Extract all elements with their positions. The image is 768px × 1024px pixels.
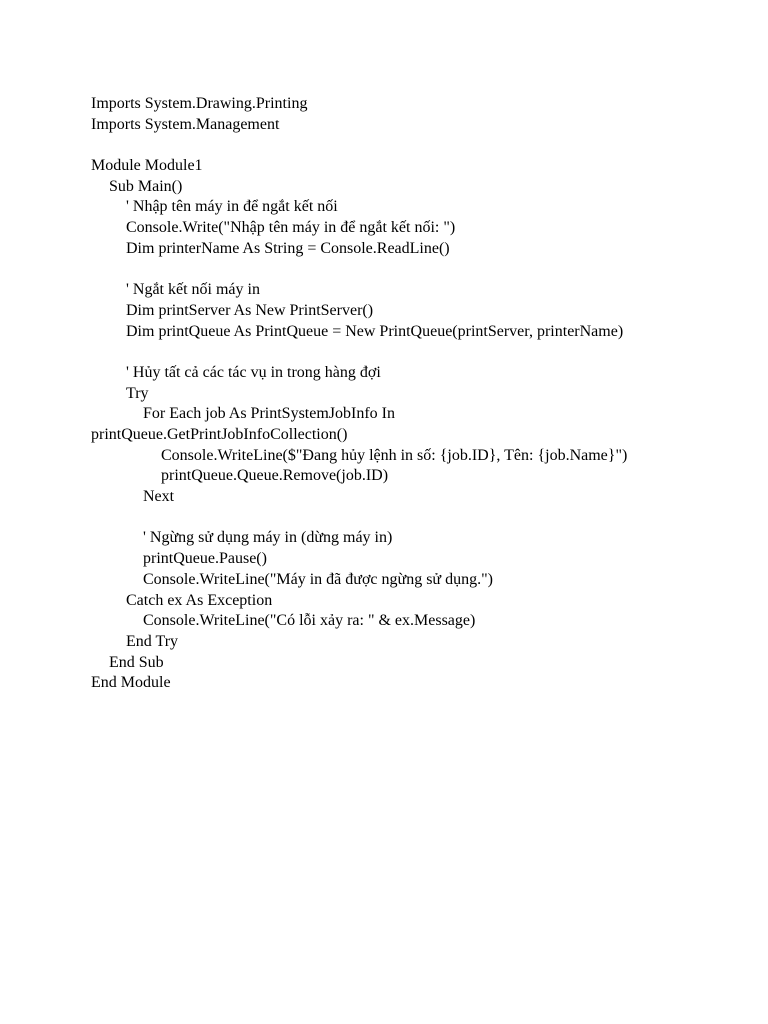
code-line-queue-pause: printQueue.Pause() xyxy=(143,550,267,568)
code-line-writeline-error: Console.WriteLine("Có lỗi xảy ra: " & ex.Message) xyxy=(143,612,476,630)
blank-line xyxy=(91,135,731,156)
code-line-catch: Catch ex As Exception xyxy=(126,591,273,609)
code-line-end-sub: End Sub xyxy=(109,653,164,671)
code-line-next: Next xyxy=(143,488,175,506)
code-listing xyxy=(91,94,731,694)
code-line-imports-management: Imports System.Management xyxy=(91,115,280,133)
code-line-dim-print-queue: Dim printQueue As PrintQueue = New PrintQueue(printServer, printerName) xyxy=(126,322,624,340)
code-comment-enter-printer: ' Nhập tên máy in để ngắt kết nối xyxy=(126,198,338,216)
code-line-queue-remove: printQueue.Queue.Remove(job.ID) xyxy=(161,467,389,485)
code-line-writeline-paused: Console.WriteLine("Máy in đã được ngừng sử dụng.") xyxy=(143,570,493,588)
code-line-for-each: For Each job As PrintSystemJobInfo In xyxy=(143,405,395,423)
code-line-dim-printer-name: Dim printerName As String = Console.ReadLine() xyxy=(126,239,450,257)
blank-line xyxy=(91,342,731,363)
code-line-end-module: End Module xyxy=(91,674,171,692)
code-line-module: Module Module1 xyxy=(91,157,203,175)
code-comment-pause-printer: ' Ngừng sử dụng máy in (dừng máy in) xyxy=(143,529,393,547)
code-line-end-try: End Try xyxy=(126,632,179,650)
code-line-dim-print-server: Dim printServer As New PrintServer() xyxy=(126,301,374,319)
blank-line xyxy=(91,508,731,529)
code-comment-cancel-jobs: ' Hủy tất cả các tác vụ in trong hàng đợi xyxy=(126,363,381,381)
code-line-console-write: Console.Write("Nhập tên máy in để ngắt kết nối: ") xyxy=(126,219,456,237)
code-line-sub-main: Sub Main() xyxy=(109,177,183,195)
code-line-writeline-cancel: Console.WriteLine($"Đang hủy lệnh in số: {job.ID}, Tên: {job.Name}") xyxy=(161,446,628,464)
code-line-try: Try xyxy=(126,384,149,402)
code-line-for-each-continued: printQueue.GetPrintJobInfoCollection() xyxy=(91,426,348,443)
blank-line xyxy=(91,260,731,281)
code-line-imports-printing: Imports System.Drawing.Printing xyxy=(91,95,308,112)
code-comment-disconnect: ' Ngắt kết nối máy in xyxy=(126,281,260,299)
